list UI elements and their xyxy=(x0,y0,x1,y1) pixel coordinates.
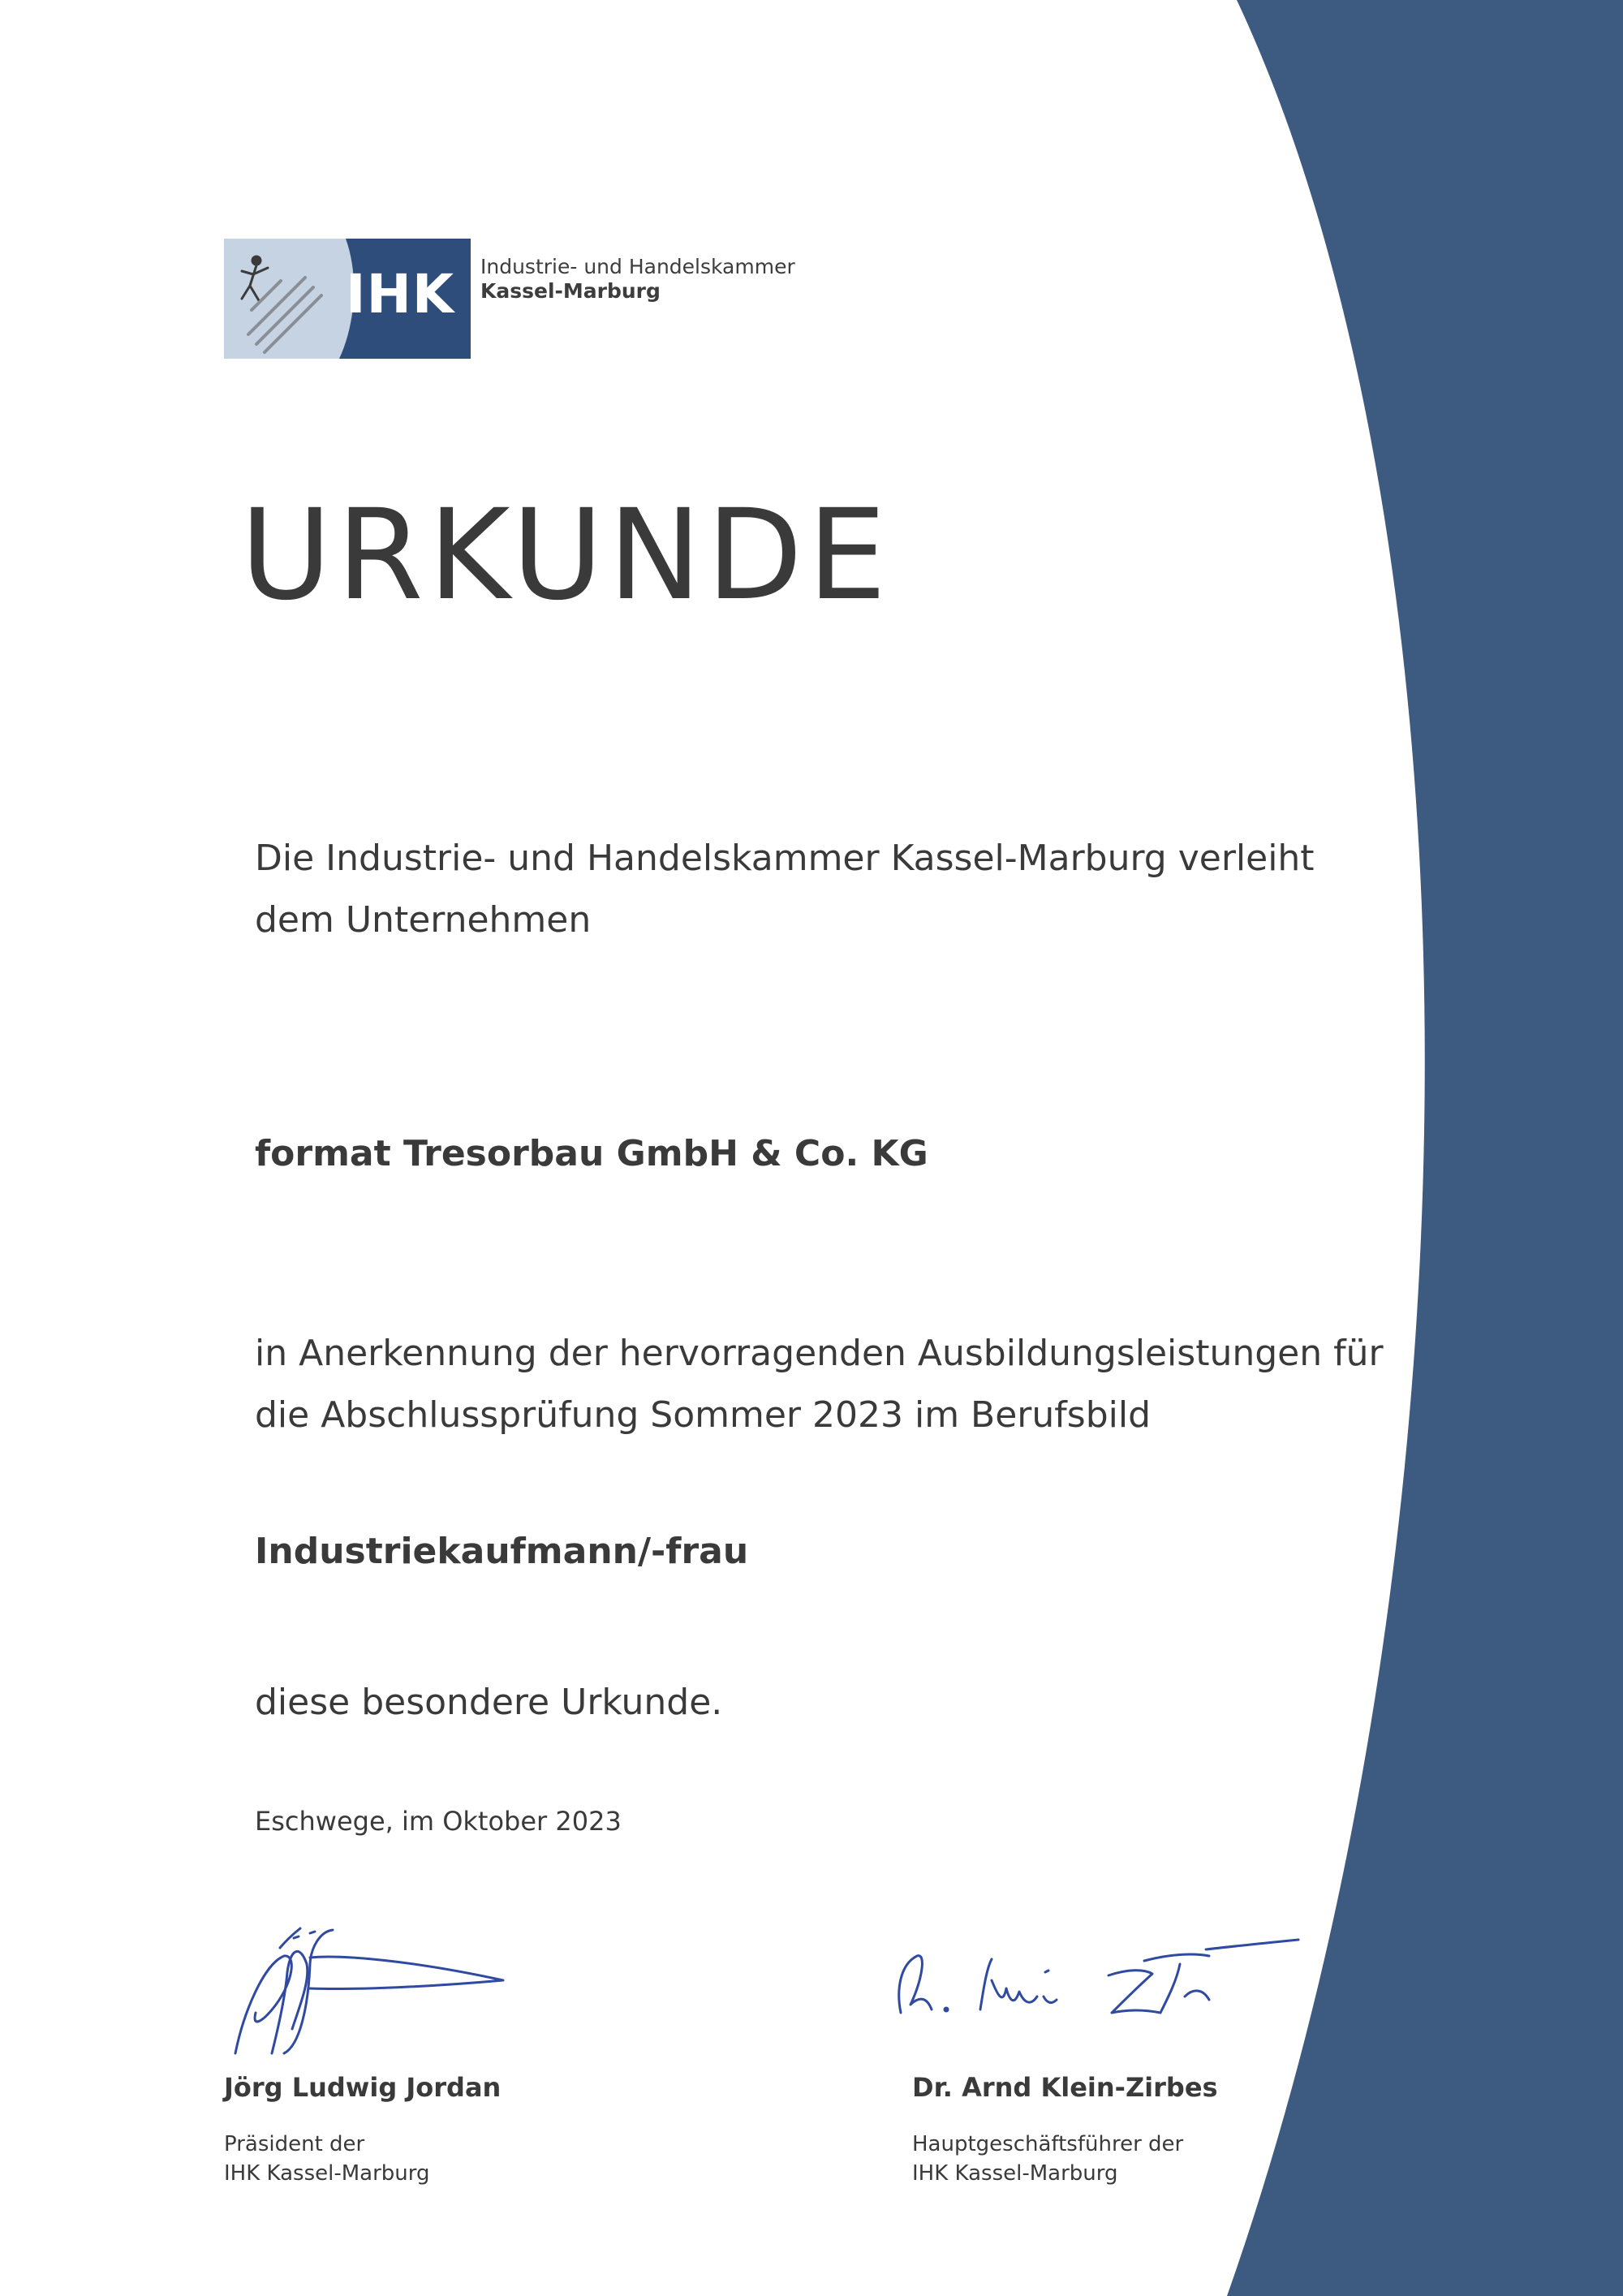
company-name: format Tresorbau GmbH & Co. KG xyxy=(255,1133,928,1174)
profession-name: Industriekaufmann/-frau xyxy=(255,1531,749,1572)
signer-role-1-line2: IHK Kassel-Marburg xyxy=(224,2161,430,2186)
signer-name-2: Dr. Arnd Klein-Zirbes xyxy=(912,2072,1218,2103)
intro-text: Die Industrie- und Handelskammer Kassel-Marburg verleiht dem Unternehmen xyxy=(255,838,1315,941)
closing-text: diese besondere Urkunde. xyxy=(255,1682,723,1723)
signer-role-2-line1: Hauptgeschäftsführer der xyxy=(912,2132,1184,2156)
signer-role-1 xyxy=(224,2130,430,2188)
signer-role-1-line1: Präsident der xyxy=(224,2132,365,2156)
ihk-logo-text xyxy=(480,255,795,304)
signer-name-1: Jörg Ludwig Jordan xyxy=(224,2072,502,2103)
signer-role-2 xyxy=(912,2130,1183,2188)
signature-managing-director xyxy=(885,1932,1307,2029)
ihk-logo xyxy=(224,239,471,359)
ihk-logo-line1: Industrie- und Handelskammer xyxy=(480,255,795,278)
place-date: Eschwege, im Oktober 2023 xyxy=(255,1806,622,1837)
recognition-text: in Anerkennung der hervorragenden Ausbildungsleistungen für die Abschlussprüfung Sommer 2023 im Berufsbild xyxy=(255,1333,1384,1436)
ihk-logo-line2: Kassel-Marburg xyxy=(480,279,661,303)
certificate-title: URKUNDE xyxy=(240,483,892,628)
ihk-logo-abbreviation: IHK xyxy=(346,263,454,325)
signature-president xyxy=(219,1915,511,2061)
signer-role-2-line2: IHK Kassel-Marburg xyxy=(912,2161,1118,2186)
